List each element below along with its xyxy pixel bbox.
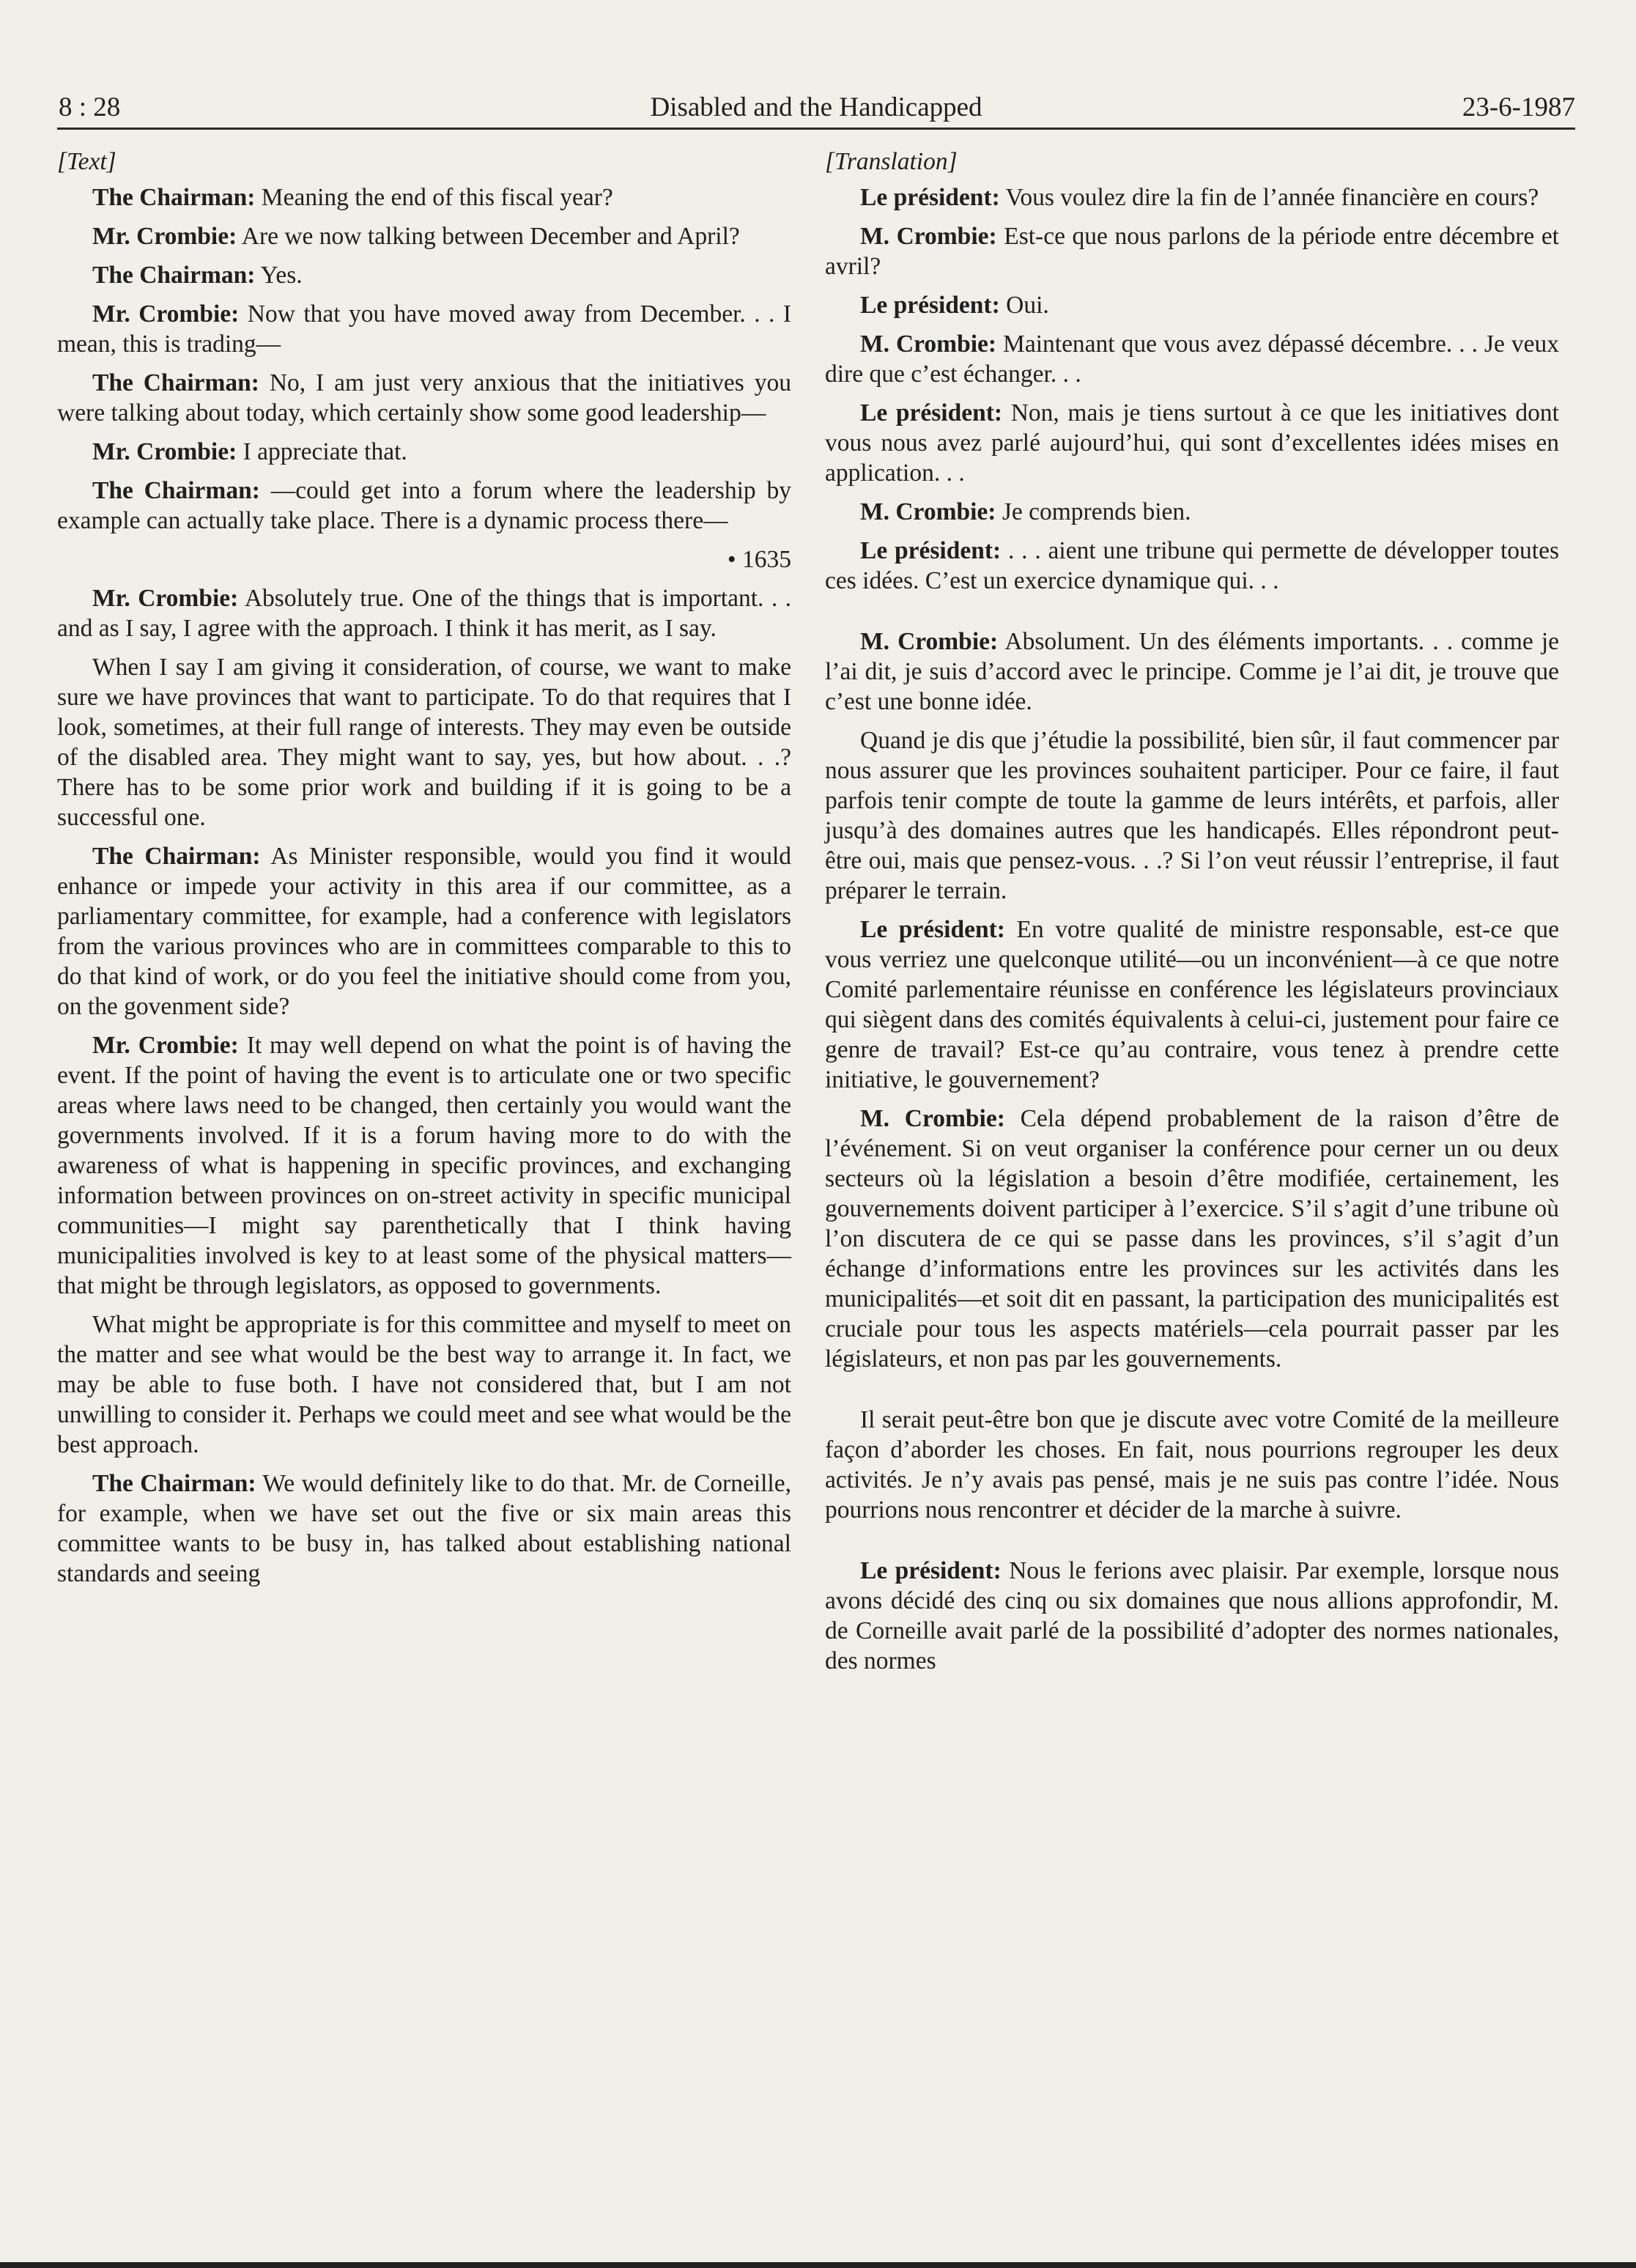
speaker-name: Mr. Crombie: — [92, 438, 237, 465]
page-number: 8 : 28 — [59, 92, 121, 122]
paragraph — [57, 841, 791, 1022]
paragraph — [825, 329, 1559, 389]
speech-text: Absolutely true. One of the things that is important. . . and as I say, I agree with the approach. I think it has merit, as I say. — [57, 585, 791, 642]
paragraph — [825, 398, 1559, 488]
paragraph — [57, 583, 791, 643]
speaker-name: Mr. Crombie: — [92, 223, 237, 250]
paragraph — [825, 915, 1559, 1095]
speaker-name: M. Crombie: — [860, 330, 997, 358]
paragraph: What might be appropriate is for this committee and myself to meet on the matter and see what would be the best way to arrange it. In fact, we may be able to fuse both. I have not considered that, but I am not unwilling to consider it. Perhaps we could meet and see what would be the best approach. — [57, 1311, 791, 1458]
speaker-name: The Chairman: — [92, 184, 256, 211]
speech-text: Oui. — [999, 292, 1049, 319]
spacer — [825, 1534, 1559, 1556]
paragraph — [57, 476, 791, 536]
speaker-name: Le président: — [860, 399, 1003, 426]
speaker-name: Le président: — [860, 292, 1000, 319]
speaker-name: M. Crombie: — [860, 223, 997, 250]
paragraph — [825, 1104, 1559, 1374]
paragraph — [57, 182, 791, 213]
paragraph — [825, 536, 1559, 596]
speech-text: Absolument. Un des éléments importants. . . comme je l’ai dit, je suis d’accord avec le principe. Comme je l’ai dit, je trouve que c’est une bonne idée. — [825, 628, 1560, 715]
speaker-name: M. Crombie: — [860, 628, 999, 655]
page-header — [57, 88, 1575, 130]
speech-text: . . . aient une tribune qui permette de développer toutes ces idées. C’est un exercice dynamique qui. . . — [825, 537, 1560, 594]
speech-text: Vous voulez dire la fin de l’année financière en cours? — [999, 184, 1539, 211]
paragraph — [825, 627, 1559, 717]
paragraph — [57, 1469, 791, 1589]
speaker-name: Mr. Crombie: — [92, 300, 240, 328]
speech-text: No, I am just very anxious that the initiatives you were talking about today, which certainly show some good leadership— — [57, 369, 791, 426]
language-tag: [Translation] — [825, 148, 958, 175]
spacer — [825, 605, 1559, 627]
speaker-name: Le président: — [860, 184, 1000, 211]
french-column — [825, 147, 1559, 1685]
paragraph — [57, 260, 791, 290]
paragraph — [57, 299, 791, 359]
page-date: 23-6-1987 — [1462, 92, 1575, 122]
paragraph — [57, 1030, 791, 1301]
page-bottom-edge — [0, 2262, 1636, 2268]
speaker-name: M. Crombie: — [860, 498, 996, 525]
speech-text: We would definitely like to do that. Mr. de Corneille, for example, when we have set out the five or six main areas this committee wants to be busy in, has talked about establishing national standards and seeing — [57, 1470, 791, 1587]
paragraph: When I say I am giving it consideration, of course, we want to make sure we have provinces that want to participate. To do that requires that I look, sometimes, at their full range of interests. They may even be outside of the disabled area. They might want to say, yes, but how about. . .? There has to be some prior work and building if it is going to be a successful one. — [57, 654, 791, 831]
paragraph — [825, 221, 1559, 281]
speech-text: Meaning the end of this fiscal year? — [255, 184, 613, 211]
speaker-name: The Chairman: — [92, 477, 260, 504]
speaker-name: Mr. Crombie: — [92, 585, 239, 612]
english-column — [57, 147, 791, 1597]
speech-text: Est-ce que nous parlons de la période entre décembre et avril? — [825, 223, 1559, 280]
speaker-name: Le président: — [860, 916, 1005, 943]
speech-text: I appreciate that. — [237, 438, 407, 465]
paragraph — [57, 368, 791, 428]
paragraph: Quand je dis que j’étudie la possibilité, bien sûr, il faut commencer par nous assurer que les provinces souhaitent participer. Pour ce faire, il faut parfois tenir compte de toute la gamme de leurs intérêts, et parfois, aller jusqu’à des domaines autres que les handicapés. Elles répondront peut-être oui, mais que pensez-vous. . .? Si l’on veut réussir l’entreprise, il faut préparer le terrain. — [825, 727, 1559, 904]
speaker-name: M. Crombie: — [860, 1105, 1005, 1132]
speaker-name: The Chairman: — [92, 843, 261, 870]
speaker-name: The Chairman: — [92, 262, 256, 289]
speech-text: Yes. — [255, 262, 303, 289]
paragraph — [57, 437, 791, 467]
speech-text: Je comprends bien. — [996, 498, 1191, 525]
speech-text: It may well depend on what the point is of having the event. If the point of having the event is to articulate one or two specific areas where laws need to be changed, then certainly you would want the governments involved. If it is a forum having more to do with the awareness of what is happening in specific provinces, and exchanging information between provinces on on-street activity in specific municipal communities—I might say parenthetically that I think having municipalities involved is key to at least some of the physical matters—that might be through legislators, as opposed to governments. — [57, 1032, 791, 1299]
speaker-name: Le président: — [860, 537, 1002, 564]
speech-text: Maintenant que vous avez dépassé décembre. . . Je veux dire que c’est échanger. . . — [825, 330, 1559, 388]
paragraph — [57, 221, 791, 251]
speaker-name: Le président: — [860, 1557, 1002, 1584]
speech-text: Nous le ferions avec plaisir. Par exemple, lorsque nous avons décidé des cinq ou six domaines que nous allions approfondir, M. de Corneille avait parlé de la possibilité d’adopter des normes nationales, des normes — [825, 1557, 1559, 1674]
page-title: Disabled and the Handicapped — [650, 92, 982, 122]
speech-text: —could get into a forum where the leadership by example can actually take place. There is a dynamic process there— — [57, 477, 791, 534]
speech-text: Cela dépend probablement de la raison d’être de l’événement. Si on veut organiser la conférence pour cerner un ou deux secteurs où la législation a besoin d’être modifiée, certainement, les gouvernements doivent participer à l’exercice. S’il s’agit d’une tribune où l’on discutera de ce qui se passe dans les provinces, s’il s’agit d’un échange d’informations entre les provinces sur les activités dans les municipalités—et soit dit en passant, la participation des municipalités est cruciale pour tous les aspects matériels—cela pourrait passer par les législateurs, et non pas par les gouvernements. — [825, 1105, 1559, 1373]
speech-text: En votre qualité de ministre responsable, est-ce que vous verriez une quelconque utilité—ou un inconvénient—à ce que notre Comité parlementaire réunisse en conférence les législateurs provinciaux qui siègent dans des comités équivalents à celui-ci, justement pour faire ce genre de travail? Est-ce qu’au contraire, vous tenez à prendre cette initiative, le gouvernement? — [825, 916, 1560, 1093]
speaker-name: Mr. Crombie: — [92, 1032, 239, 1059]
speech-text: Non, mais je tiens surtout à ce que les initiatives dont vous nous avez parlé aujourd’hui, qui sont d’excellentes idées mises en application. . . — [825, 399, 1559, 487]
spacer — [825, 1383, 1559, 1405]
speech-text: Are we now talking between December and April? — [237, 223, 740, 250]
speaker-name: The Chairman: — [92, 1470, 256, 1497]
speaker-name: The Chairman: — [92, 369, 259, 396]
paragraph — [825, 497, 1559, 527]
time-marker: • 1635 — [727, 546, 791, 573]
paragraph — [825, 182, 1559, 213]
language-tag: [Text] — [57, 148, 116, 175]
paragraph: Il serait peut-être bon que je discute avec votre Comité de la meilleure façon d’aborder les choses. En fait, nous pourrions regrouper les deux activités. Je n’y avais pas pensé, mais je ne suis pas contre l’idée. Nous pourrions nous rencontrer et décider de la marche à suivre. — [825, 1406, 1559, 1523]
paragraph — [825, 1556, 1559, 1676]
speech-text: Now that you have moved away from December. . . I mean, this is trading— — [57, 300, 791, 358]
speech-text: As Minister responsible, would you find it would enhance or impede your activity in this area if our committee, as a parliamentary committee, for example, had a conference with legislators from the various provinces who are in committees comparable to this to do that kind of work, or do you feel the initiative should come from you, on the govenment side? — [57, 843, 792, 1020]
paragraph — [825, 290, 1559, 320]
